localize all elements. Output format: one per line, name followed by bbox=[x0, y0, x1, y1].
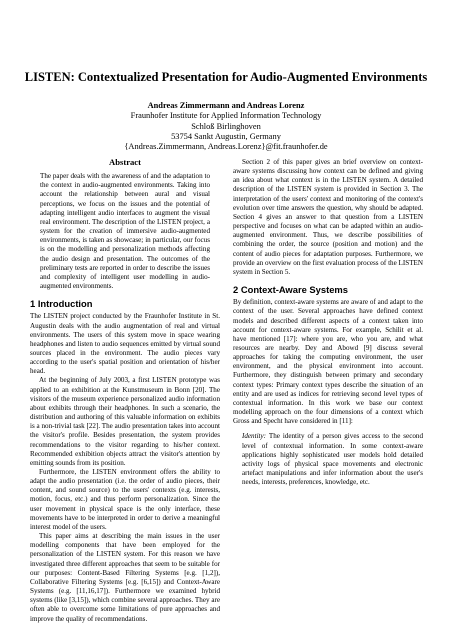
affiliation-line: Fraunhofer Institute for Applied Information Technology bbox=[130, 111, 322, 121]
intro-paragraph: The LISTEN project conducted by the Fraunhofer Institute in St. Augustin deals with the audio augmentation of real and virtual environments. The users of this system move in space wearing headphones and listen to audio sequences emitted by virtual sound sources placed in the environment. The audio pieces vary according to the user's spatial position and orientation of his/her head. bbox=[30, 312, 220, 376]
left-column bbox=[30, 158, 220, 624]
right-column bbox=[233, 158, 423, 487]
intro-paragraph: Section 2 of this paper gives an brief overview on context-aware systems discussing how context can be defined and giving an idea about what context is in the LISTEN system. A detailed description of the LISTEN system is provided in Section 3. The interpretation of the users' context and monitoring of the context's evolution over time answers the question, why should be adapted. Section 4 gives an answer to that question from a LISTEN perspective and focuses on what can be adapted within an audio-augmented environment. Thus, we describe possibilities of combining the order, the source (position and motion) and the content of audio pieces for adaptation purposes. Furthermore, we provide an overview on the first evaluation process of the LISTEN system in Section 5. bbox=[233, 158, 423, 276]
intro-paragraph: Furthermore, the LISTEN environment offers the ability to adapt the audio presentation (i.e. the order of audio pieces, their content, and sound source) to the users' contexts (e.g. interests, motion, focus, etc.) and thus perform personalization. Since the user movement in physical space is the only interface, these movements have to be interpreted in order to derive a meaningful interest model of the users. bbox=[30, 468, 220, 531]
intro-paragraph-4: This paper aims at describing the main issues in the user modelling components that have been employed for the personalization of the LISTEN system. For this reason we have investigated three different approaches that seem to be suitable for our purposes: Content-Based Filtering Systems [e.g. [1,2]), Collaborative Filtering Systems [e.g. [6,15]) and Context-Aware Systems (e.g. [11,16,17]). Furthermore we examined hybrid systems (like [3,15]), which combine several approaches. They are often able to overcome some limitations of pure approaches and improve the quality of recommendations. bbox=[30, 532, 220, 623]
author-emails: {Andreas.Zimmermann, Andreas.Lorenz}@fit.fraunhofer.de bbox=[124, 142, 328, 152]
abstract-text: The paper deals with the awareness of and the adaptation to the context in audio-augmented environments. Taking into account the relationship between aural and visual perceptions, we focus on the issues and the potential of adapting intelligent audio interfaces to augment the visual real environment. The description of the LISTEN project, a system for the creation of immersive audio-augmented environments, is taken as showcase; in particular, our focus is on the modelling and personalization methods affecting the audio design and presentation. The outcomes of the preliminary tests are reported in order to describe the issues and complexity of intelligent user modelling in audio-augmented environments. bbox=[40, 172, 210, 291]
identity-term: Identity: bbox=[242, 432, 267, 441]
section-heading-introduction: 1 Introduction bbox=[30, 298, 93, 310]
identity-definition bbox=[242, 432, 423, 487]
affiliation-line: Schloß Birlinghoven bbox=[191, 121, 261, 131]
author-block bbox=[0, 101, 452, 152]
author-names: Andreas Zimmermann and Andreas Lorenz bbox=[147, 101, 305, 110]
paper-title: LISTEN: Contextualized Presentation for Audio-Augmented Environments bbox=[24, 70, 428, 84]
abstract-heading: Abstract bbox=[109, 157, 141, 167]
affiliation-line: 53754 Sankt Augustin, Germany bbox=[171, 131, 281, 141]
identity-text: The identity of a person gives access to the second level of contextual information. In some context-aware applications highly sophisticated user models hold detailed activity logs of physical space movements and electronic artefact manipulations and infer information about the user's needs, interests, preferences, knowledge, etc. bbox=[242, 432, 423, 487]
section-heading-context-aware: 2 Context-Aware Systems bbox=[233, 284, 348, 296]
context-paragraph: By definition, context-aware systems are aware of and adapt to the context of the user. Several approaches have defined context models and described different aspects of a context taken into account for context-aware systems. For example, Schilit et al. have mentioned [17]: where you are, who you are, and what resources are nearby. Dey and Abowd [9] discuss several approaches for taking the computing environment, the user environment, and the physical environment into account. Furthermore, they distinguish between primary and secondary context types: Primary context types describe the situation of an entity and are used as indices for retrieving second level types of contextual information. In this work we base our context modelling approach on the four dimensions of a context which Gross and Specht have considered in [11]: bbox=[233, 298, 423, 426]
intro-paragraph: At the beginning of July 2003, a first LISTEN prototype was applied to an exhibition at the Kunstmuseum in Bonn [20]. The visitors of the museum experience personalized audio information about exhibits through their headphones. In such a scenario, the distribution and authoring of this valuable information on exhibits is a non-trivial task [22]. The audio presentation takes into account the visitor's profile. Besides presentation, the system provides recommendations to the visitor regarding to his/her context. Recommended exhibition objects attract the visitor's attention by emitting sounds from its position. bbox=[30, 376, 220, 467]
intro-paragraph-start bbox=[30, 532, 220, 624]
